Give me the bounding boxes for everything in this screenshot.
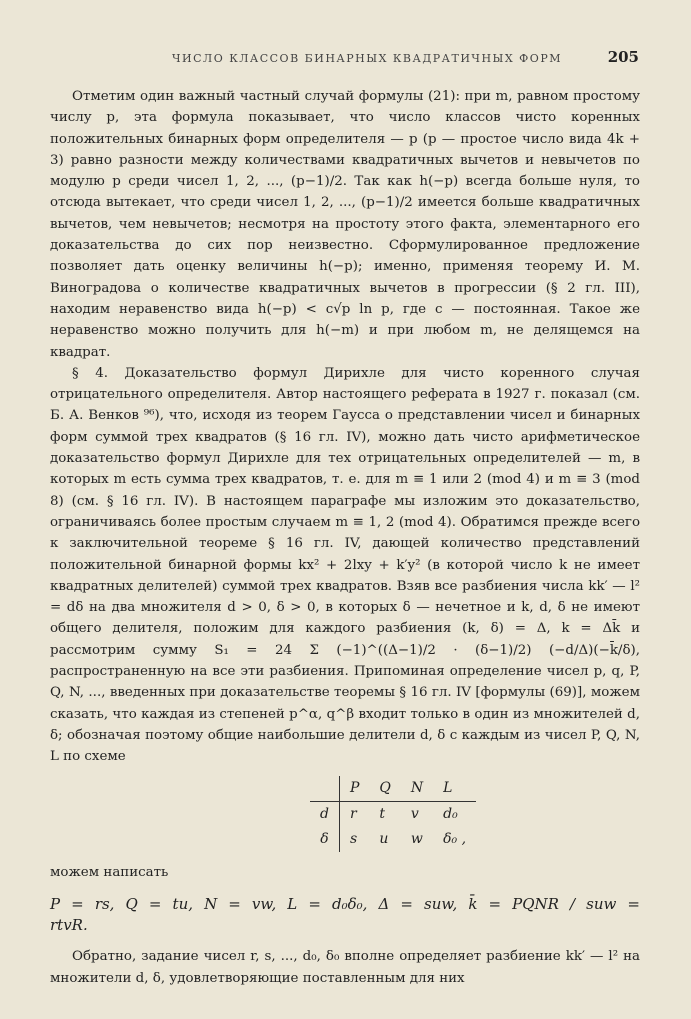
table-cell bbox=[310, 776, 339, 802]
page-body bbox=[50, 86, 640, 989]
table-cell: d₀ bbox=[443, 805, 458, 822]
after-table-text: можем написать bbox=[50, 865, 169, 881]
table-cell: s bbox=[349, 831, 358, 848]
scheme-table bbox=[310, 776, 476, 853]
table-cell: u bbox=[379, 831, 389, 848]
paragraph-1: Отметим один важный частный случай формулы (21): при m, равном простому числу p, эта формула показывает, что число классов чисто коренных положительных бинарных форм определителя — p (p — простое число вида 4k + 3) равно разности между количествами квадратичных вычетов и невычетов по модулю p среди чисел 1, 2, ..., (p−1)/2. Так как h(−p) всегда больше нуля, то отсюда вытекает, что среди чисел 1, 2, ..., (p−1)/2 имеется больше квадратичных вычетов, чем невычетов; несмотря на простоту этого факта, элементарного его доказательства до сих пор неизвестно. Сформулированное предложение позволяет дать оценку величины h(−p); именно, применяя теорему И. М. Виноградова о количестве квадратичных вычетов в прогрессии (§ 2 гл. III), находим неравенство вида h(−p) < c√p ln p, где c — постоянная. Такое же неравенство можно получить для h(−m) и при любом m, не делящемся на квадрат. bbox=[50, 89, 640, 360]
table-cell: δ₀ , bbox=[443, 831, 467, 848]
formula: P = rs, Q = tu, N = vw, L = d₀δ₀, Δ = suw, k̄ = PQNR / suw = rtvR. bbox=[50, 894, 640, 934]
page-number: 205 bbox=[607, 48, 639, 66]
table-cell: N bbox=[401, 776, 433, 802]
running-header: ЧИСЛО КЛАССОВ БИНАРНЫХ КВАДРАТИЧНЫХ ФОРМ bbox=[172, 52, 562, 65]
paragraph-2: § 4. Доказательство формул Дирихле для чисто коренного случая отрицательного определителя. Автор настоящего реферата в 1927 г. показал (см. Б. А. Венков ⁹⁶), что, исходя из теорем Гаусса о представлении чисел и бинарных форм суммой трех квадратов (§ 16 гл. IV), можно дать чисто арифметическое доказательство формул Дирихле для тех отрицательных определителей — m, в которых m есть сумма трех квадратов, т. е. для m ≡ 1 или 2 (mod 4) и m ≡ 3 (mod 8) (см. § 16 гл. IV). В настоящем параграфе мы изложим это доказательство, ограничиваясь более простым случаем m ≡ 1, 2 (mod 4). Обратимся прежде всего к заключительной теореме § 16 гл. IV, дающей количество представлений положительной бинарной формы kx² + 2lxy + k′y² (в которой число k не имеет квадратных делителей) суммой трех квадратов. Взяв все разбиения числа kk′ — l² = dδ на два множителя d > 0, δ > 0, в которых δ — нечетное и k, d, δ не имеют общего делителя, положим для каждого разбиения (k, δ) = Δ, k = Δk̄ и рассмотрим сумму S₁ = 24 Σ (−1)^((Δ−1)/2 · (δ−1)/2) (−d/Δ)(−k̄/δ), распространенную на все эти разбиения. Припоминая определение чисел p, q, P, Q, N, ..., введенных при доказательстве теоремы § 16 гл. IV [формулы (69)], можем сказать, что каждая из степеней p^α, q^β входит только в один из множителей d, δ; обозначая поэтому общие наибольшие делители d, δ с каждым из чисел P, Q, N, L по схеме bbox=[50, 365, 640, 765]
table-cell: w bbox=[410, 831, 423, 848]
table-cell: Q bbox=[369, 776, 400, 802]
table-cell: L bbox=[433, 776, 476, 802]
table-cell: d bbox=[310, 801, 339, 827]
table-cell: v bbox=[410, 805, 419, 822]
table-header-row bbox=[310, 776, 476, 802]
table-row bbox=[310, 827, 476, 852]
table-row bbox=[310, 801, 476, 827]
table-cell: r bbox=[349, 805, 357, 822]
table-cell: P bbox=[339, 776, 369, 802]
table-cell: δ bbox=[310, 827, 339, 852]
table-cell: t bbox=[379, 805, 386, 822]
paragraph-3: Обратно, задание чисел r, s, ..., d₀, δ₀ вполне определяет разбиение kk′ — l² на множители d, δ, удовлетворяющие поставленным для них bbox=[50, 949, 640, 986]
